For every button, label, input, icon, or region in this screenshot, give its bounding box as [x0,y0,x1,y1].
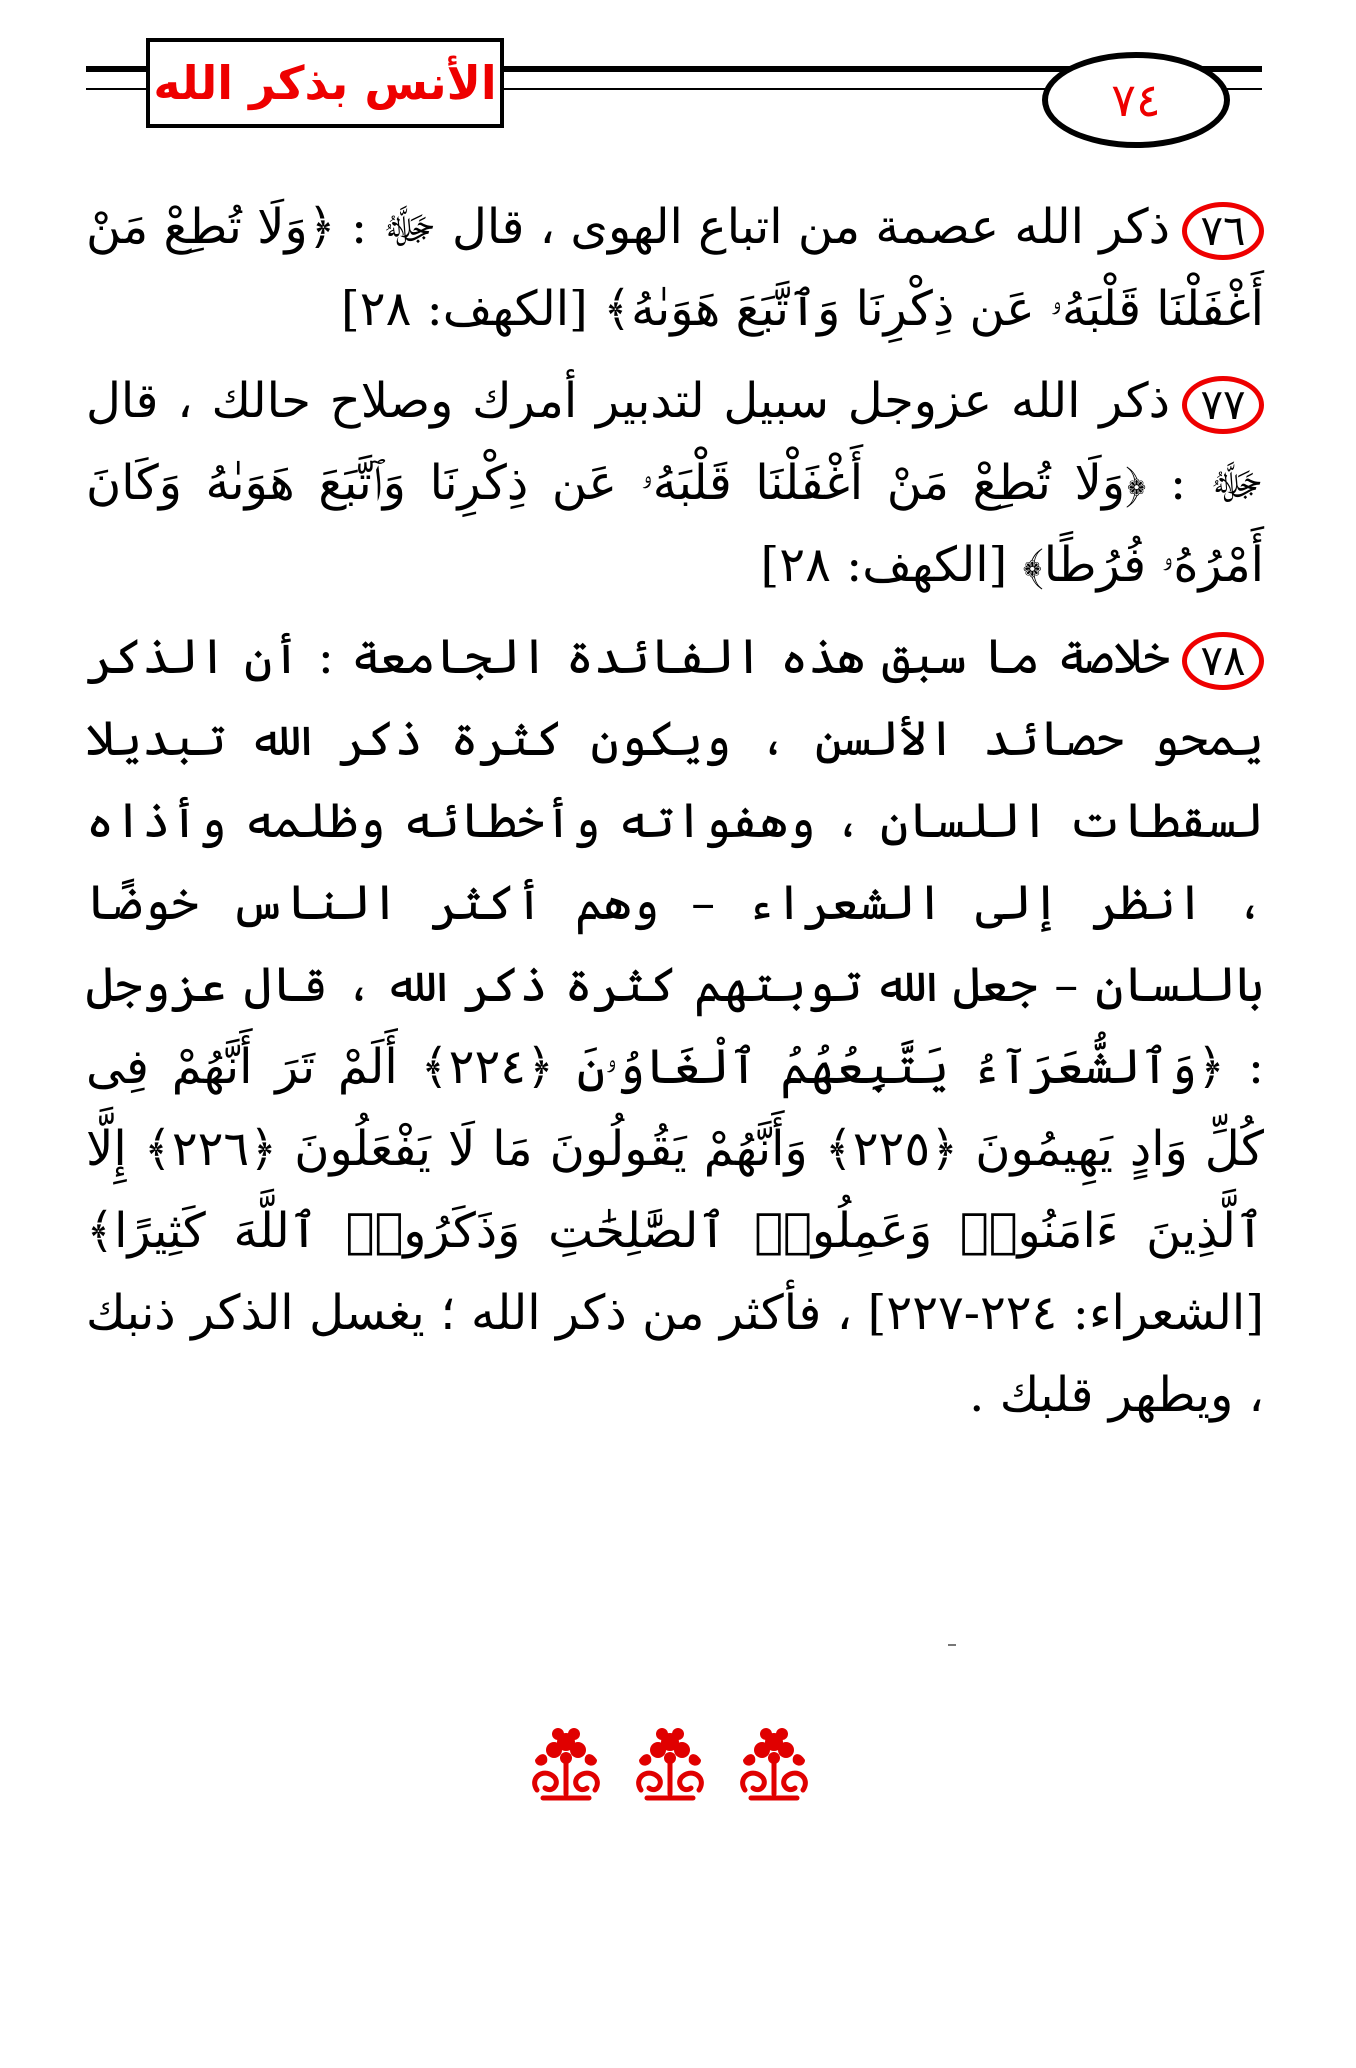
page-number-oval [1042,52,1230,148]
floral-ornament-icon [731,1720,817,1806]
floral-ornament-icon [627,1720,713,1806]
item-number-badge: ٧٦ [1182,202,1264,260]
page-number: ٧٤ [1111,73,1161,127]
paragraph-77 [86,360,1264,606]
item-number-badge: ٧٨ [1182,632,1264,690]
paragraph-text: خلاصة ما سبق هذه الفائدة الجامعة : أن الذكر يمحو حصائد الألسن ، ويكون كثرة ذكر الله تبديلا لسقطات اللسان ، وهفواته وأخطائه وظلمه وأذاه ، انظر إلى الشعراء – وهم أكثر الناس خوضًا باللسان – جعل الله توبتهم كثرة ذكر الله ، قال عزوجل : ﴿وَٱلشُّعَرَآءُ يَتَّبِعُهُمُ ٱلْغَاوُۥنَ ﴿٢٢٤﴾ أَلَمْ تَرَ أَنَّهُمْ فِى كُلِّ وَادٍ يَهِيمُونَ ﴿٢٢٥﴾ وَأَنَّهُمْ يَقُولُونَ مَا لَا يَفْعَلُونَ ﴿٢٢٦﴾ إِلَّا ٱلَّذِينَ ءَامَنُوا۟ وَعَمِلُوا۟ ٱلصَّٰلِحَٰتِ وَذَكَرُوا۟ ٱللَّهَ كَثِيرًا﴾ [الشعراء: ٢٢٤-٢٢٧] ، فأكثر من ذكر الله ؛ يغسل الذكر ذنبك ، ويطهر قلبك . [86,629,1265,1423]
paragraph-text: ذكر الله عصمة من اتباع الهوى ، قال ﷻ : ﴿وَلَا تُطِعْ مَنْ أَغْفَلْنَا قَلْبَهُۥ عَن ذِكْرِنَا وَٱتَّبَعَ هَوَىٰهُ﴾ [الكهف: ٢٨] [86,199,1264,337]
page-body [86,186,1264,1436]
item-number-badge: ٧٧ [1182,376,1264,434]
end-ornament [520,1720,820,1810]
running-title: الأنس بذكر الله [153,56,497,110]
paragraph-78 [86,616,1264,1436]
paragraph-76 [86,186,1264,350]
floral-ornament-icon [523,1720,609,1806]
running-title-box [146,38,504,128]
stray-mark [948,1644,956,1646]
paragraph-text: ذكر الله عزوجل سبيل لتدبير أمرك وصلاح حالك ، قال ﷻ : ﴿وَلَا تُطِعْ مَنْ أَغْفَلْنَا قَلْبَهُۥ عَن ذِكْرِنَا وَٱتَّبَعَ هَوَىٰهُ وَكَانَ أَمْرُهُۥ فُرُطًا﴾ [الكهف: ٢٨] [86,373,1264,593]
